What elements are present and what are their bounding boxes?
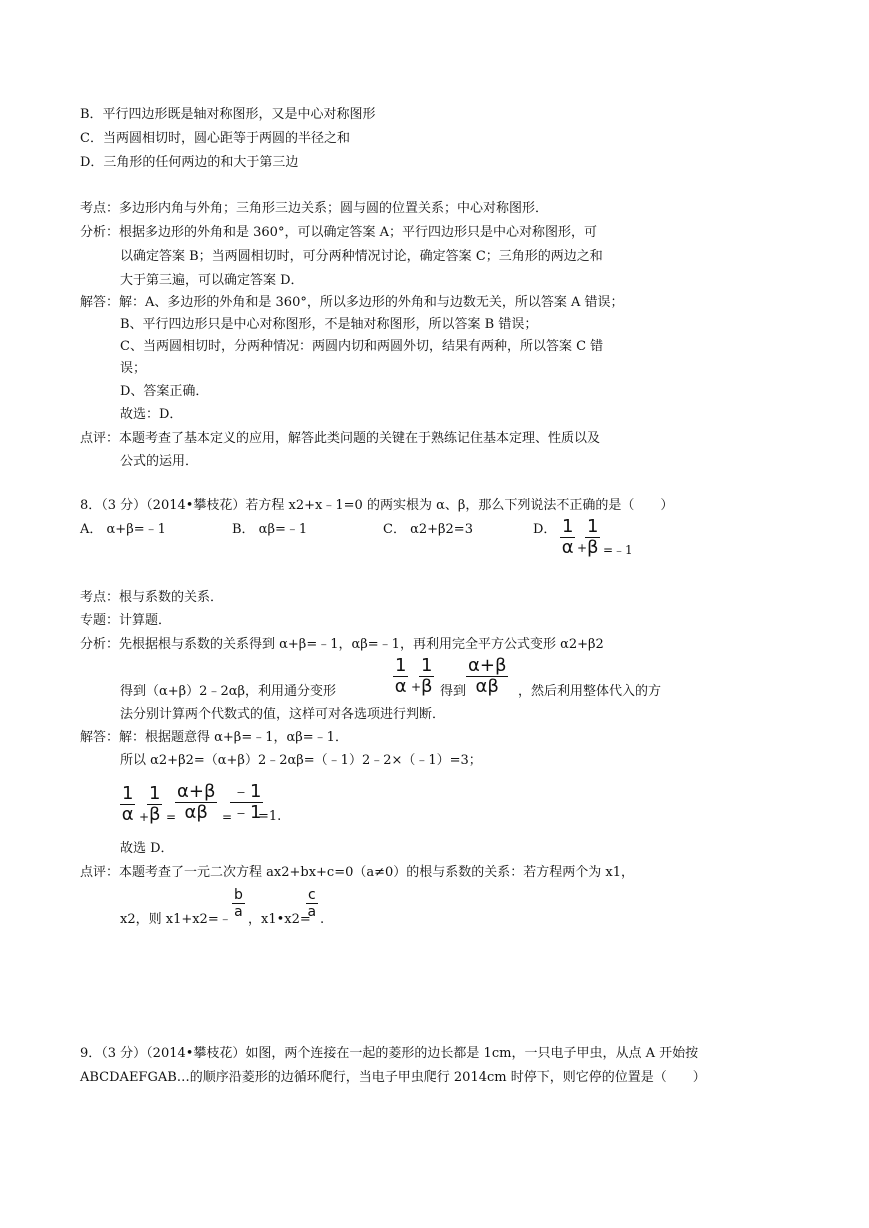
fraction-numerator: 1 (122, 783, 134, 804)
plus-sign: + (139, 810, 150, 824)
fraction-denominator: α (394, 676, 407, 697)
q7-kaodian: 考点：多边形内角与外角；三角形三边关系；圆与圆的位置关系；中心对称图形． (80, 201, 549, 216)
sol-fraction-1-alpha (120, 785, 135, 824)
fraction-denominator: αβ (475, 676, 499, 697)
q7-jieda-line5: D、答案正确． (120, 384, 209, 399)
fraction-denominator: αβ (184, 802, 208, 823)
q7-fenxi-line2: 以确定答案 B；当两圆相切时，可分两种情况讨论，确定答案 C；三角形的两边之和 (120, 249, 603, 264)
q7-jieda-line6: 故选：D． (120, 407, 183, 422)
fraction-numerator: 1 (421, 655, 433, 676)
q8-dianping-line2a: x2，则 x1+x2=﹣ (120, 912, 232, 927)
q9-stem-line2: ABCDAEFGAB…的顺序沿菱形的边循环爬行，当电子甲虫爬行 2014cm 时停下，则它停的位置是（ ） (80, 1070, 706, 1085)
q8-option-c: C． α2+β2=3 (383, 522, 473, 537)
fenxi-fraction-1-beta (419, 657, 434, 696)
q7-dianping-line2: 公式的运用． (120, 454, 199, 469)
equals-one: =1. (258, 809, 282, 824)
q8-zhuanti: 专题：计算题． (80, 613, 172, 628)
optd-fraction-1-alpha (560, 518, 575, 557)
q8-fenxi-line1: 分析：先根据根与系数的关系得到 α+β=﹣1，αβ=﹣1，再利用完全平方公式变形 α2+β2 (80, 637, 604, 652)
plus-sign: + (411, 680, 422, 694)
fraction-denominator: a (234, 904, 243, 920)
q7-fenxi-line3: 大于第三遍，可以确定答案 D． (120, 273, 304, 288)
plus-sign: + (577, 541, 588, 555)
q7-dianping-line1: 点评：本题考查了基本定义的应用，解答此类问题的关键在于熟练记住基本定理、性质以及 (80, 431, 601, 446)
optd-fraction-1-beta (585, 518, 600, 557)
dianping-fraction-b-over-a (232, 888, 245, 919)
fraction-numerator: 1 (562, 516, 574, 537)
q7-jieda-line1: 解答：解：A、多边形的外角和是 360°，所以多边形的外角和与边数无关，所以答案 A 错误； (80, 295, 624, 310)
q7-jieda-line2: B、平行四边形只是中心对称图形，不是轴对称图形，所以答案 B 错误； (120, 317, 538, 332)
option-b: B．平行四边形既是轴对称图形，又是中心对称图形 (80, 107, 376, 122)
q8-fenxi-line2b: 得到 (440, 684, 467, 699)
fraction-denominator: β (420, 676, 433, 697)
q8-option-b: B． αβ=﹣1 (232, 522, 308, 537)
equals-sign: = (222, 810, 233, 824)
fraction-denominator: a (307, 904, 317, 920)
option-d: D．三角形的任何两边的和大于第三边 (80, 155, 299, 170)
fenxi-fraction-1-alpha (393, 657, 408, 696)
fraction-denominator: β (586, 537, 599, 558)
q9-stem-line1: 9．（3 分）（2014•攀枝花）如图，两个连接在一起的菱形的边长都是 1cm，一只电子甲虫，从点 A 开始按 (80, 1046, 699, 1061)
fraction-denominator: α (121, 804, 134, 825)
q7-jieda-line3: C、当两圆相切时，分两种情况：两圆内切和两圆外切，结果有两种，所以答案 C 错 (120, 339, 604, 354)
q7-fenxi-line1: 分析：根据多边形的外角和是 360°，可以确定答案 A；平行四边形只是中心对称图形，可 (80, 225, 597, 240)
q8-stem: 8．（3 分）（2014•攀枝花）若方程 x2+x﹣1=0 的两实根为 α、β，那么下列说法不正确的是（ ） (80, 498, 674, 513)
q8-dianping-line2b: ，x1•x2= (248, 912, 311, 927)
q8-option-d-label: D． (533, 522, 557, 537)
fraction-numerator: α+β (468, 655, 507, 676)
fraction-numerator: α+β (177, 781, 216, 802)
fraction-numerator: b (234, 887, 243, 903)
equals-sign: = (166, 810, 177, 824)
q8-fenxi-line2c: ，然后利用整体代入的方 (518, 684, 662, 699)
dianping-fraction-c-over-a (306, 888, 318, 919)
fraction-denominator: α (561, 537, 574, 558)
q8-option-a: A． α+β=﹣1 (80, 522, 166, 537)
fraction-numerator: 1 (587, 516, 599, 537)
fenxi-fraction-sum-over-product (466, 657, 508, 696)
equals-neg-one: =﹣1 (603, 543, 633, 557)
sol-fraction-1-beta (147, 785, 162, 824)
q8-dianping-line1: 点评：本题考查了一元二次方程 ax2+bx+c=0（a≠0）的根与系数的关系：若方程两个为 x1， (80, 865, 635, 880)
fraction-denominator: ﹣1 (232, 802, 262, 823)
q8-dianping-line2c: . (320, 912, 325, 927)
q7-jieda-line4: 误； (120, 361, 147, 376)
q8-kaodian: 考点：根与系数的关系． (80, 590, 224, 605)
q8-fenxi-line3: 法分别计算两个代数式的值，这样可对各选项进行判断． (120, 707, 446, 722)
q8-fenxi-line2a: 得到（α+β）2﹣2αβ，利用通分变形 (120, 684, 337, 699)
q8-guxuan: 故选 D． (120, 841, 174, 856)
fraction-numerator: 1 (149, 783, 161, 804)
fraction-denominator: β (148, 804, 161, 825)
fraction-numerator: c (308, 887, 316, 903)
sol-fraction-sum-over-product (175, 783, 217, 822)
q8-jieda-line1: 解答：解：根据题意得 α+β=﹣1，αβ=﹣1． (80, 730, 348, 745)
fraction-numerator: ﹣1 (232, 781, 262, 802)
option-c: C．当两圆相切时，圆心距等于两圆的半径之和 (80, 131, 350, 146)
fraction-numerator: 1 (395, 655, 407, 676)
q8-jieda-line2: 所以 α2+β2=（α+β）2﹣2αβ=（﹣1）2﹣2×（﹣1）=3； (120, 753, 482, 768)
